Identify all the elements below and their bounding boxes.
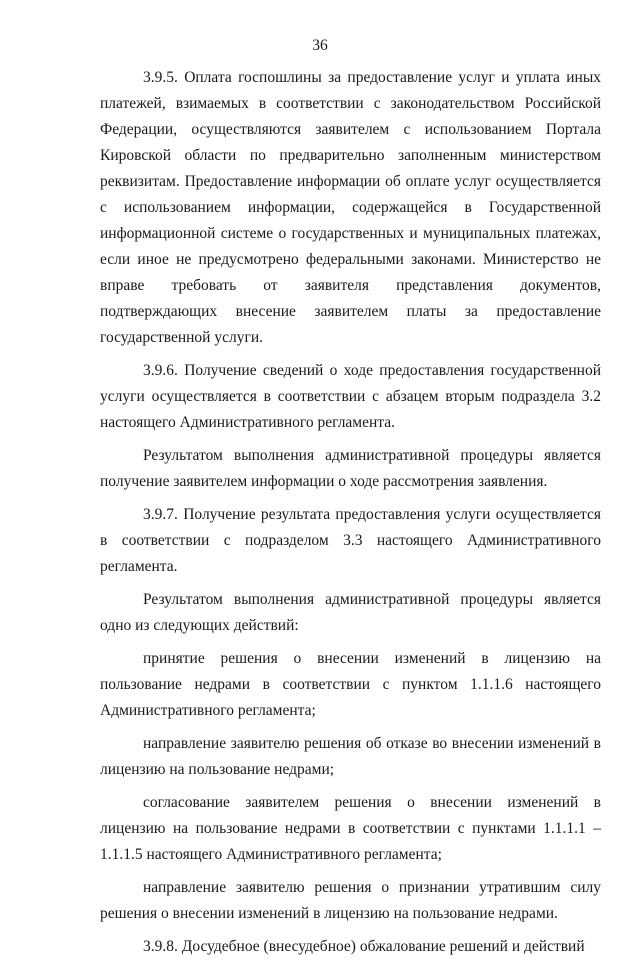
document-body (100, 65, 601, 967)
paragraph-action-invalidation: направление заявителю решения о признании утратившим силу решения о внесении изменений в лицензию на пользование недрами. (100, 879, 601, 922)
paragraph-3-9-5: 3.9.5. Оплата госпошлины за предоставление услуг и уплата иных платежей, взимаемых в соответствии с законодательством Российской Федерации, осуществляются заявителем с использованием Портала Кировской области по предварительно заполненным министерством реквизитам. Предоставление информации об оплате услуг осуществляется с использованием информации, содержащейся в Государственной информационной системе о государственных и муниципальных платежах, если иное не предусмотрено федеральными законами. Министерство не вправе требовать от заявителя представления документов, подтверждающих внесение заявителем платы за предоставление государственной услуги. (100, 69, 601, 346)
paragraph-result-actions-intro: Результатом выполнения административной процедуры является одно из следующих действий: (100, 591, 601, 634)
paragraph-3-9-8: 3.9.8. Досудебное (внесудебное) обжалование решений и действий (143, 938, 585, 955)
paragraph-action-decision: принятие решения о внесении изменений в лицензию на пользование недрами в соответствии с пунктом 1.1.1.6 настоящего Административного регламента; (100, 650, 601, 719)
paragraph-3-9-6: 3.9.6. Получение сведений о ходе предоставления государственной услуги осуществляется в соответствии с абзацем вторым подраздела 3.2 настоящего Административного регламента. (100, 362, 601, 431)
page-number: 36 (312, 37, 328, 54)
paragraph-action-approval: согласование заявителем решения о внесении изменений в лицензию на пользование недрами в соответствии с пунктами 1.1.1.1 – 1.1.1.5 настоящего Административного регламента; (100, 794, 601, 863)
paragraph-action-refusal: направление заявителю решения об отказе во внесении изменений в лицензию на пользование недрами; (100, 735, 601, 778)
paragraph-3-9-7: 3.9.7. Получение результата предоставления услуги осуществляется в соответствии с подразделом 3.3 настоящего Административного регламента. (100, 506, 601, 575)
paragraph-result-progress: Результатом выполнения административной процедуры является получение заявителем информации о ходе рассмотрения заявления. (100, 447, 601, 490)
